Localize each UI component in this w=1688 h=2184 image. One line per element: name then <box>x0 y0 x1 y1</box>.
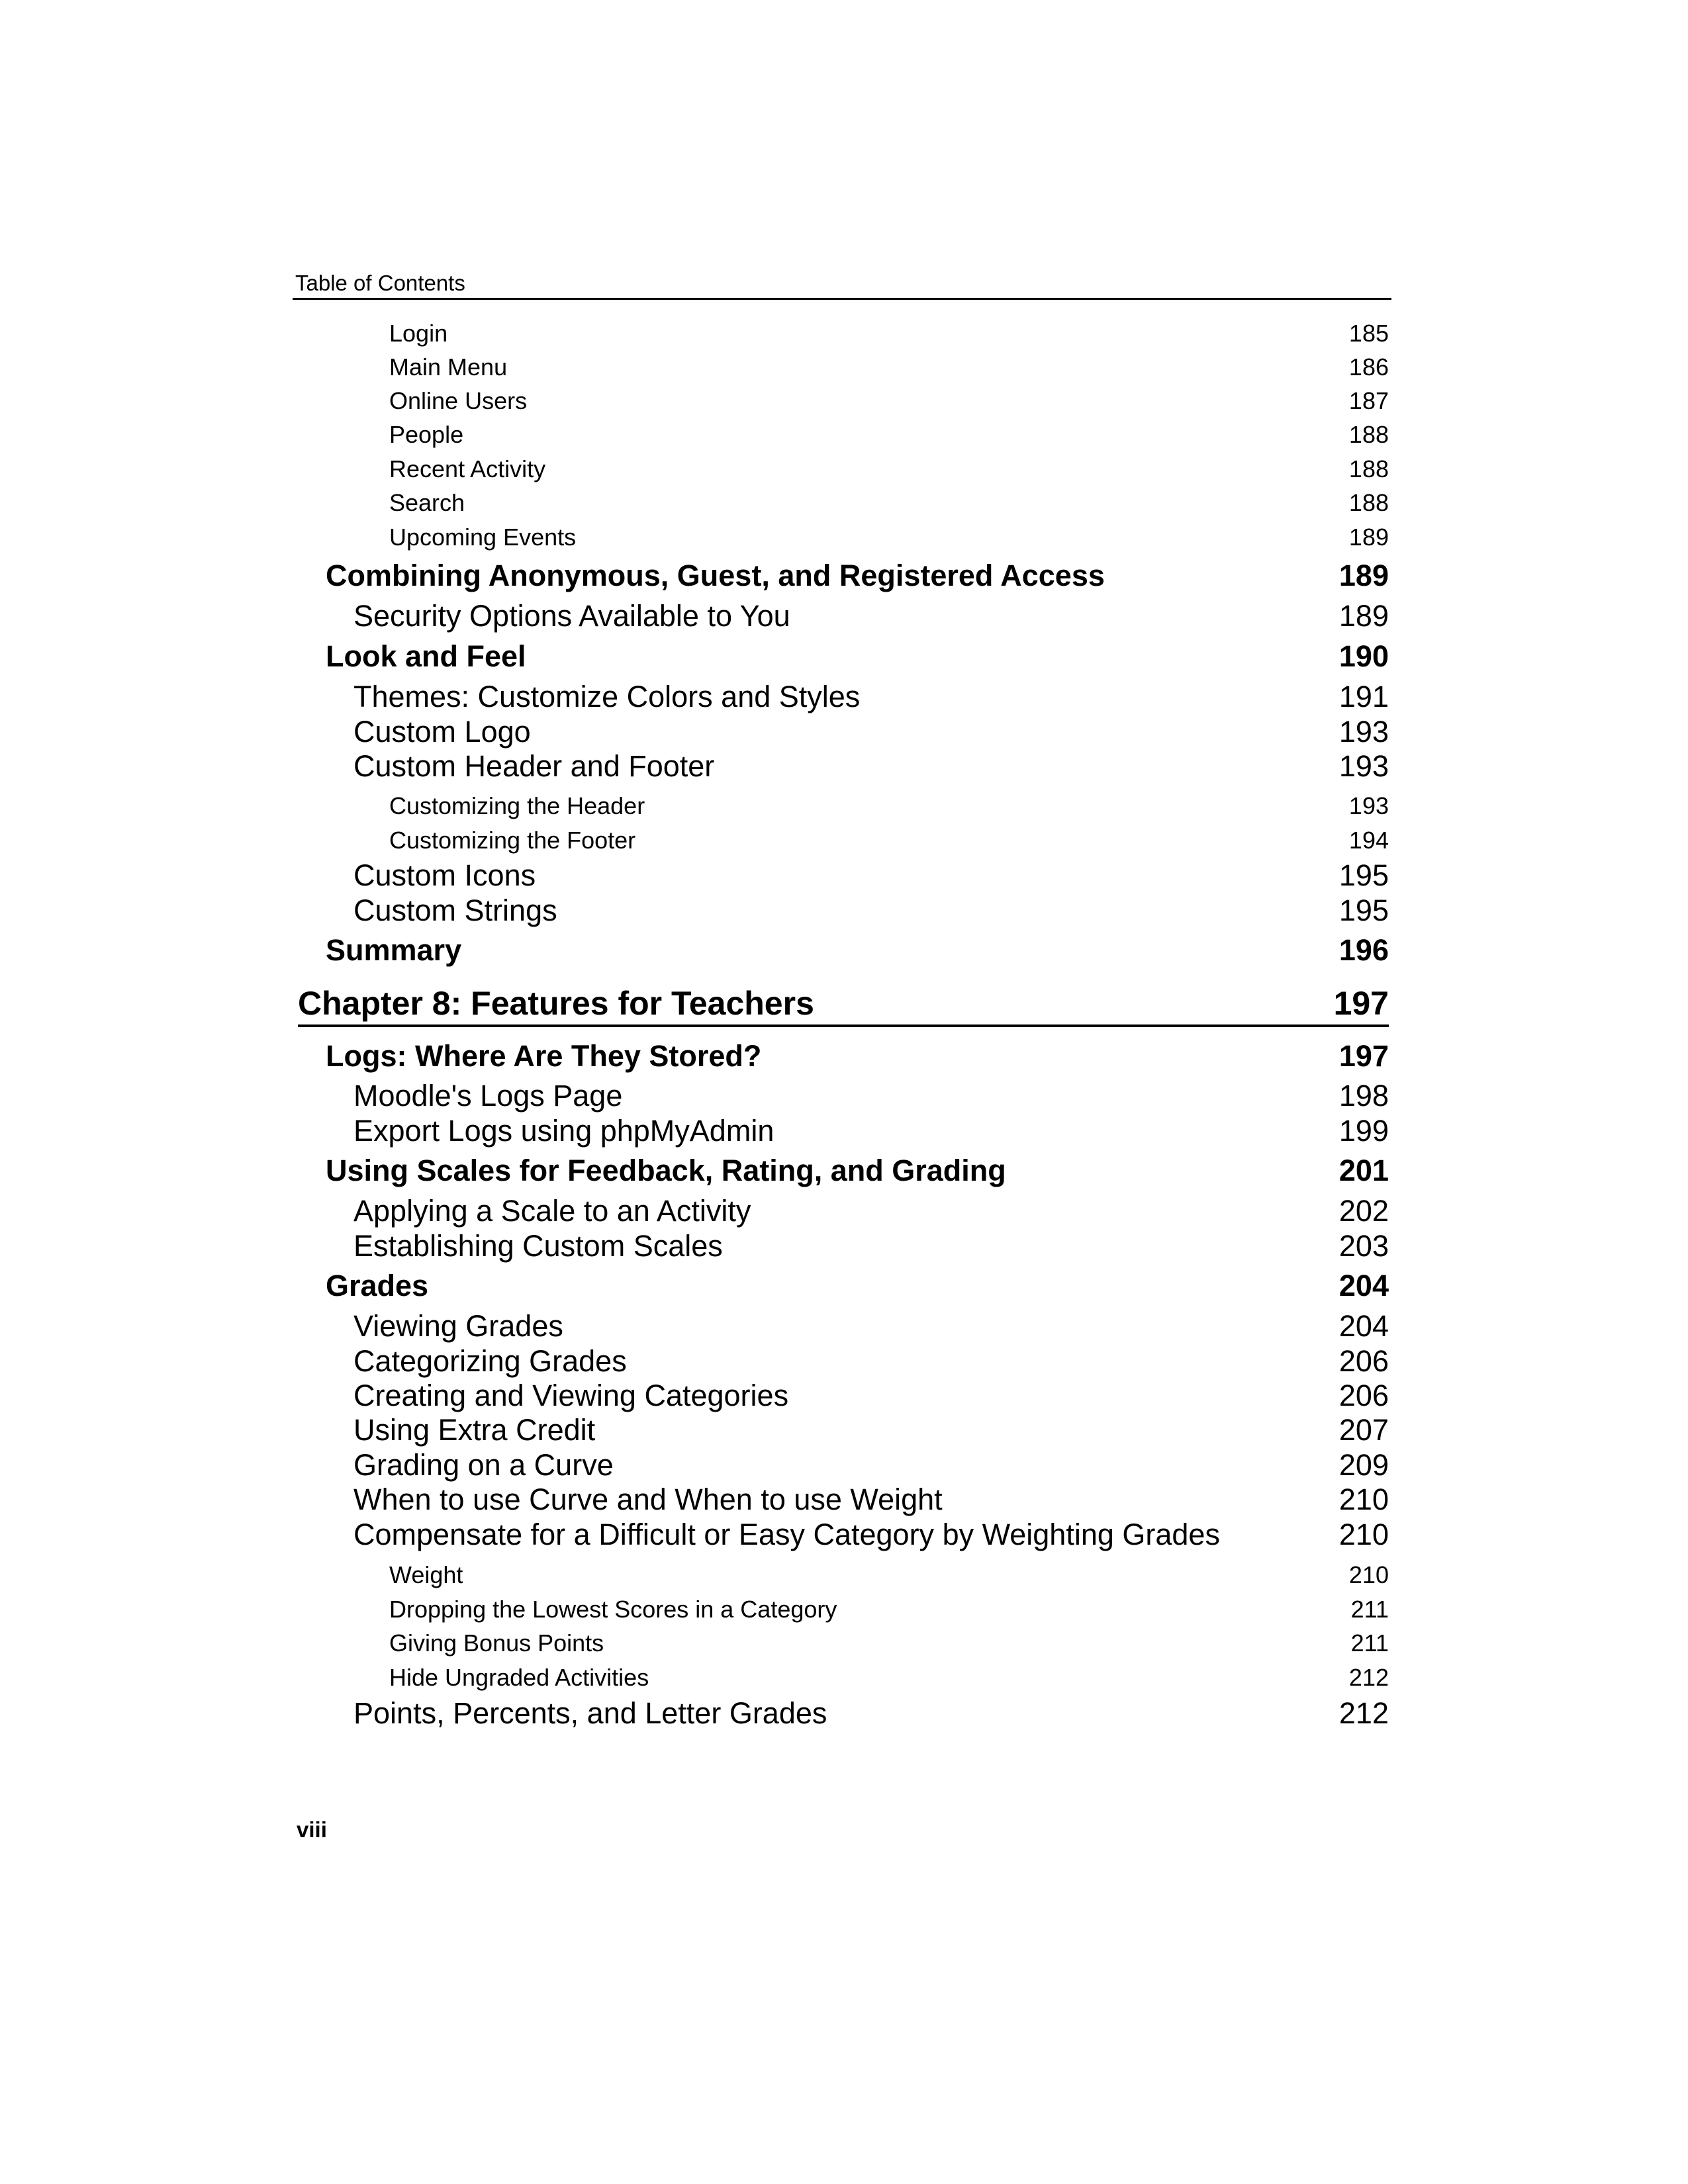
toc-entry-page: 197 <box>1338 1039 1389 1073</box>
toc-entry-title: Compensate for a Difficult or Easy Category by Weighting Grades <box>353 1518 1220 1551</box>
toc-entry-title: Using Scales for Feedback, Rating, and Grading <box>326 1154 1006 1187</box>
toc-entry-page: 204 <box>1338 1309 1389 1343</box>
toc-entry-title: Logs: Where Are They Stored? <box>326 1039 762 1073</box>
toc-entry-page: 206 <box>1338 1379 1389 1412</box>
toc-entry-page: 212 <box>1348 1664 1389 1691</box>
toc-entry-page: 201 <box>1338 1154 1389 1187</box>
toc-entry-title: Login <box>389 320 448 347</box>
toc-entry-title: Search <box>389 489 465 516</box>
toc-entry-title: Grading on a Curve <box>353 1448 614 1482</box>
page-number: viii <box>297 1817 327 1842</box>
toc-entry-page: 203 <box>1338 1229 1389 1263</box>
toc-entry-page: 188 <box>1348 455 1389 482</box>
toc-entry-page: 189 <box>1338 599 1389 633</box>
toc-entry-title: People <box>389 421 464 448</box>
toc-entry-title: Establishing Custom Scales <box>353 1229 723 1263</box>
toc-entry-title: Security Options Available to You <box>353 599 790 633</box>
toc-entry-page: 206 <box>1338 1344 1389 1378</box>
toc-entry-page: 211 <box>1350 1596 1389 1623</box>
toc-entry-title: Using Extra Credit <box>353 1413 596 1447</box>
toc-entry-page: 212 <box>1338 1696 1389 1730</box>
toc-entry-page: 185 <box>1348 320 1389 347</box>
toc-entry-page: 193 <box>1338 749 1389 783</box>
toc-entry-title: Custom Header and Footer <box>353 749 715 783</box>
toc-entry-page: 193 <box>1338 715 1389 749</box>
toc-entry-page: 191 <box>1338 680 1389 713</box>
toc-chapter-page: 197 <box>1333 985 1389 1022</box>
toc-entry-title: Points, Percents, and Letter Grades <box>353 1696 827 1730</box>
toc-entry-title: Combining Anonymous, Guest, and Registered Access <box>326 559 1105 592</box>
toc-entry-page: 210 <box>1338 1518 1389 1551</box>
toc-entry-page: 189 <box>1348 523 1389 551</box>
toc-entry-title: Online Users <box>389 387 528 414</box>
toc-entry-page: 198 <box>1338 1079 1389 1113</box>
toc-entry-page: 190 <box>1338 639 1389 673</box>
toc-entry-title: Export Logs using phpMyAdmin <box>353 1114 774 1148</box>
toc-entry-page: 202 <box>1338 1194 1389 1228</box>
toc-entry-page: 195 <box>1338 858 1389 892</box>
toc-entry-page: 207 <box>1338 1413 1389 1447</box>
toc-entry-page: 188 <box>1348 489 1389 516</box>
toc-entry-title: Dropping the Lowest Scores in a Category <box>389 1596 837 1623</box>
toc-entry-title: Themes: Customize Colors and Styles <box>353 680 861 713</box>
toc-entry-title: When to use Curve and When to use Weight <box>353 1482 943 1516</box>
toc-entry-title: Custom Icons <box>353 858 536 892</box>
toc-entry-page: 211 <box>1350 1629 1389 1657</box>
toc-chapter-title: Chapter 8: Features for Teachers <box>298 985 814 1022</box>
toc-entry-page: 199 <box>1338 1114 1389 1148</box>
toc-entry-title: Customizing the Header <box>389 792 645 819</box>
toc-entry-title: Categorizing Grades <box>353 1344 627 1378</box>
toc-entry-page: 210 <box>1338 1482 1389 1516</box>
toc-entry-title: Moodle's Logs Page <box>353 1079 623 1113</box>
toc-entry-page: 194 <box>1348 827 1389 854</box>
toc-entry-title: Look and Feel <box>326 639 526 673</box>
toc-entry-title: Custom Strings <box>353 893 557 927</box>
toc-entry-title: Main Menu <box>389 353 508 381</box>
toc-entry-title: Weight <box>389 1561 463 1588</box>
toc-entry-page: 209 <box>1338 1448 1389 1482</box>
toc-entry-title: Creating and Viewing Categories <box>353 1379 789 1412</box>
chapter-rule <box>298 1024 1389 1027</box>
toc-entry-title: Viewing Grades <box>353 1309 563 1343</box>
toc-entry-title: Applying a Scale to an Activity <box>353 1194 751 1228</box>
toc-entry-page: 187 <box>1348 387 1389 414</box>
toc-entry-title: Custom Logo <box>353 715 531 749</box>
toc-entry-title: Hide Ungraded Activities <box>389 1664 649 1691</box>
toc-entry-page: 193 <box>1348 792 1389 819</box>
toc-entry-page: 189 <box>1338 559 1389 592</box>
toc-entry-title: Recent Activity <box>389 455 546 482</box>
toc-entry-title: Upcoming Events <box>389 523 577 551</box>
toc-entry-page: 188 <box>1348 421 1389 448</box>
toc-entry-page: 186 <box>1348 353 1389 381</box>
toc-entry-title: Grades <box>326 1269 429 1302</box>
toc-entry-page: 195 <box>1338 893 1389 927</box>
toc-entry-page: 196 <box>1338 933 1389 967</box>
running-header: Table of Contents <box>295 271 465 295</box>
toc-entry-title: Giving Bonus Points <box>389 1629 604 1657</box>
toc-entry-page: 210 <box>1348 1561 1389 1588</box>
toc-entry-page: 204 <box>1338 1269 1389 1302</box>
toc-entry-title: Customizing the Footer <box>389 827 636 854</box>
toc-entry-title: Summary <box>326 933 462 967</box>
